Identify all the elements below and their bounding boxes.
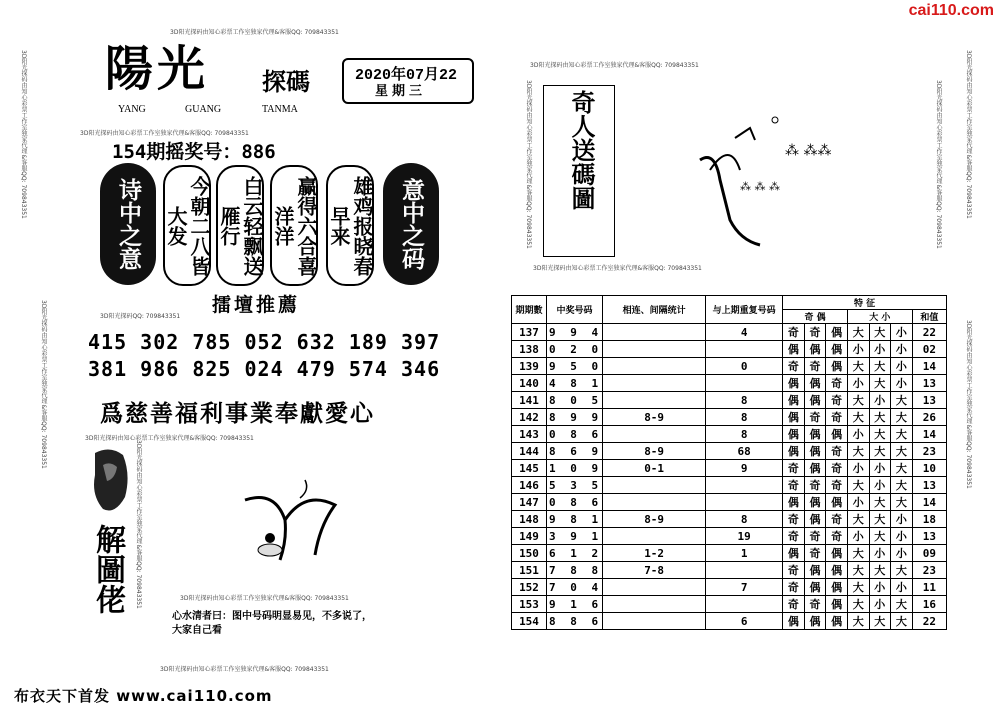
cell-size-2: 大: [869, 358, 891, 375]
cell-odd-3: 偶: [826, 358, 848, 375]
hint-line-2: 大家自己看: [172, 625, 222, 636]
cell-sum: 16: [912, 596, 946, 613]
cell-number: 8 6 9: [547, 443, 603, 460]
cell-period: 141: [512, 392, 547, 409]
cell-number: 4 8 1: [547, 375, 603, 392]
cell-size-1: 大: [847, 562, 869, 579]
table-row: [512, 324, 947, 341]
cell-repeat: [706, 375, 783, 392]
table-row: [512, 392, 947, 409]
poem-line-3: [270, 165, 318, 286]
cell-size-2: 小: [869, 545, 891, 562]
cell-odd-3: 奇: [826, 528, 848, 545]
cell-size-1: 大: [847, 409, 869, 426]
cell-odd-1: 奇: [783, 477, 805, 494]
poem-side-right-text: 意中之码: [398, 178, 425, 270]
table-row: [512, 511, 947, 528]
cell-odd-1: 偶: [783, 494, 805, 511]
cell-number: 5 3 5: [547, 477, 603, 494]
cell-period: 139: [512, 358, 547, 375]
cell-odd-2: 奇: [804, 358, 826, 375]
cell-sum: 26: [912, 409, 946, 426]
cell-odd-3: 奇: [826, 511, 848, 528]
cell-odd-2: 偶: [804, 460, 826, 477]
cell-size-2: 大: [869, 562, 891, 579]
cell-stats: [603, 358, 706, 375]
cell-size-2: 大: [869, 494, 891, 511]
cell-period: 151: [512, 562, 547, 579]
cell-period: 148: [512, 511, 547, 528]
cell-size-3: 大: [891, 460, 913, 477]
cell-odd-1: 奇: [783, 358, 805, 375]
cell-period: 152: [512, 579, 547, 596]
side-banner-left: 3D阳光探码由知心彩票工作室独家代理&客服QQ: 709843351: [20, 50, 27, 219]
cell-odd-3: 偶: [826, 579, 848, 596]
history-table: [511, 295, 947, 630]
cell-size-2: 小: [869, 460, 891, 477]
sketch-illustration: [225, 470, 345, 570]
cell-odd-2: 偶: [804, 579, 826, 596]
header-bigsmall: 大 小: [847, 310, 912, 324]
cell-period: 153: [512, 596, 547, 613]
cell-odd-3: 偶: [826, 545, 848, 562]
table-row: [512, 358, 947, 375]
logo-pinyin-2: GUANG: [185, 104, 222, 115]
poem-line-1: [163, 165, 211, 286]
qiren-title: 奇人送碼圖: [567, 90, 596, 210]
cell-repeat: 8: [706, 392, 783, 409]
cell-stats: 8-9: [603, 511, 706, 528]
cell-repeat: 1: [706, 545, 783, 562]
cell-size-3: 小: [891, 324, 913, 341]
cell-stats: 1-2: [603, 545, 706, 562]
cell-stats: [603, 613, 706, 630]
header-feature: 特 征: [783, 296, 947, 310]
cell-size-3: 小: [891, 579, 913, 596]
cell-size-2: 小: [869, 341, 891, 358]
cell-odd-1: 奇: [783, 596, 805, 613]
cell-stats: [603, 528, 706, 545]
cell-odd-2: 奇: [804, 409, 826, 426]
table-row: [512, 460, 947, 477]
cell-repeat: 6: [706, 613, 783, 630]
cell-repeat: 68: [706, 443, 783, 460]
cell-period: 150: [512, 545, 547, 562]
header-oddeven: 奇 偶: [783, 310, 848, 324]
header-sum: 和值: [912, 310, 946, 324]
cell-number: 7 0 4: [547, 579, 603, 596]
cell-number: 0 8 6: [547, 426, 603, 443]
recommend-numbers-row2: 381 986 825 024 479 574 346: [88, 357, 441, 381]
cell-size-1: 小: [847, 375, 869, 392]
cell-odd-1: 偶: [783, 545, 805, 562]
poem-side-left: [100, 163, 156, 285]
footer-text: 布衣天下首发 www.cai110.com: [14, 687, 273, 705]
poem-line-2: [216, 165, 264, 286]
table-row: [512, 426, 947, 443]
cell-odd-3: 偶: [826, 596, 848, 613]
cell-size-1: 大: [847, 511, 869, 528]
cell-odd-1: 偶: [783, 443, 805, 460]
cell-size-3: 小: [891, 545, 913, 562]
cell-size-1: 小: [847, 426, 869, 443]
cell-number: 0 2 0: [547, 341, 603, 358]
cell-number: 0 8 6: [547, 494, 603, 511]
header-repeat: 与上期重复号码: [706, 296, 783, 324]
cell-number: 8 0 5: [547, 392, 603, 409]
side-banner-qiren: 3D阳光探码由知心彩票工作室独家代理&客服QQ: 709843351: [525, 80, 532, 249]
cell-size-2: 大: [869, 324, 891, 341]
cell-odd-2: 偶: [804, 511, 826, 528]
cell-stats: [603, 477, 706, 494]
cell-odd-3: 偶: [826, 341, 848, 358]
cell-stats: [603, 579, 706, 596]
cell-size-1: 大: [847, 613, 869, 630]
cell-sum: 22: [912, 613, 946, 630]
cell-sum: 13: [912, 375, 946, 392]
cell-number: 9 5 0: [547, 358, 603, 375]
cell-repeat: [706, 477, 783, 494]
cell-stats: 7-8: [603, 562, 706, 579]
cell-period: 140: [512, 375, 547, 392]
cell-period: 147: [512, 494, 547, 511]
cell-size-3: 大: [891, 443, 913, 460]
cell-period: 145: [512, 460, 547, 477]
cell-odd-1: 偶: [783, 375, 805, 392]
poem-side-left-text: 诗中之意: [115, 178, 142, 270]
cell-odd-3: 偶: [826, 613, 848, 630]
cell-period: 149: [512, 528, 547, 545]
cell-size-3: 大: [891, 409, 913, 426]
table-row: [512, 375, 947, 392]
cell-odd-3: 偶: [826, 494, 848, 511]
cell-number: 9 9 4: [547, 324, 603, 341]
table-row: [512, 545, 947, 562]
cell-size-3: 大: [891, 494, 913, 511]
cell-size-2: 小: [869, 392, 891, 409]
cell-odd-2: 偶: [804, 613, 826, 630]
cell-period: 142: [512, 409, 547, 426]
banner-jietu-bottom: 3D阳光探码由知心彩票工作室独家代理&客服QQ: 709843351: [180, 595, 349, 602]
cell-size-3: 大: [891, 613, 913, 630]
cell-sum: 18: [912, 511, 946, 528]
cell-size-1: 大: [847, 545, 869, 562]
banner-tuijian: 3D阳光探码QQ: 709843351: [100, 313, 181, 320]
table-row: [512, 341, 947, 358]
cell-odd-3: 奇: [826, 409, 848, 426]
cell-period: 137: [512, 324, 547, 341]
banner-right-top: 3D阳光探码由知心彩票工作室独家代理&客服QQ: 709843351: [530, 62, 699, 69]
recommend-numbers-row1: 415 302 785 052 632 189 397: [88, 330, 441, 354]
cell-stats: [603, 494, 706, 511]
header-stats: 相连、间隔统计: [603, 296, 706, 324]
cell-size-2: 大: [869, 426, 891, 443]
logo-subtitle: 探碼: [262, 67, 310, 96]
cell-repeat: 19: [706, 528, 783, 545]
table-row: [512, 494, 947, 511]
cell-odd-3: 偶: [826, 426, 848, 443]
cell-size-1: 小: [847, 528, 869, 545]
side-banner-right-lower: 3D阳光探码由知心彩票工作室独家代理&客服QQ: 709843351: [965, 320, 972, 489]
cell-repeat: [706, 596, 783, 613]
cell-size-1: 大: [847, 443, 869, 460]
table-row: [512, 477, 947, 494]
banner-logo: 3D阳光探码由知心彩票工作室独家代理&客服QQ: 709843351: [80, 130, 249, 137]
cell-number: 9 8 1: [547, 511, 603, 528]
banner-top: 3D阳光探码由知心彩票工作室独家代理&客服QQ: 709843351: [170, 29, 339, 36]
side-banner-jietu: 3D阳光探码由知心彩票工作室独家代理&客服QQ: 709843351: [135, 440, 142, 609]
cell-odd-3: 奇: [826, 375, 848, 392]
logo-pinyin-1: YANG: [118, 104, 146, 115]
cell-period: 138: [512, 341, 547, 358]
cell-number: 7 8 8: [547, 562, 603, 579]
cell-size-2: 小: [869, 477, 891, 494]
cell-size-2: 大: [869, 375, 891, 392]
cell-size-3: 大: [891, 596, 913, 613]
cell-sum: 10: [912, 460, 946, 477]
old-man-illustration: [85, 445, 135, 520]
cell-size-1: 小: [847, 341, 869, 358]
cell-size-2: 大: [869, 528, 891, 545]
cell-size-3: 小: [891, 528, 913, 545]
cell-number: 9 1 6: [547, 596, 603, 613]
cell-odd-2: 偶: [804, 392, 826, 409]
cell-repeat: [706, 562, 783, 579]
cell-stats: [603, 596, 706, 613]
cell-repeat: 8: [706, 426, 783, 443]
header-number: 中奖号码: [547, 296, 603, 324]
hint-text: [172, 610, 372, 638]
cell-odd-2: 偶: [804, 443, 826, 460]
cell-repeat: [706, 341, 783, 358]
cell-sum: 13: [912, 392, 946, 409]
cell-size-1: 大: [847, 477, 869, 494]
cell-size-1: 大: [847, 358, 869, 375]
cell-odd-2: 奇: [804, 545, 826, 562]
cell-sum: 11: [912, 579, 946, 596]
cell-size-2: 大: [869, 443, 891, 460]
jietu-title: 解圖佬: [90, 524, 125, 614]
cell-period: 146: [512, 477, 547, 494]
cell-repeat: [706, 494, 783, 511]
cell-odd-3: 奇: [826, 443, 848, 460]
banner-jietu: 3D阳光探码由知心彩票工作室独家代理&客服QQ: 709843351: [85, 435, 254, 442]
table-row: [512, 596, 947, 613]
cell-period: 154: [512, 613, 547, 630]
cell-size-3: 小: [891, 375, 913, 392]
cell-size-3: 大: [891, 392, 913, 409]
cell-repeat: 0: [706, 358, 783, 375]
cell-odd-1: 偶: [783, 613, 805, 630]
cell-odd-3: 偶: [826, 562, 848, 579]
cell-odd-3: 偶: [826, 324, 848, 341]
cell-odd-2: 偶: [804, 494, 826, 511]
cell-stats: [603, 392, 706, 409]
logo-pinyin-3: TANMA: [262, 104, 298, 115]
logo-title: 陽光: [105, 41, 210, 97]
cell-odd-1: 奇: [783, 511, 805, 528]
cell-sum: 14: [912, 494, 946, 511]
cell-size-3: 小: [891, 511, 913, 528]
cell-size-2: 小: [869, 579, 891, 596]
cell-odd-1: 奇: [783, 579, 805, 596]
cell-stats: [603, 375, 706, 392]
section-title-recommend: 擂壇推薦: [212, 294, 301, 316]
table-row: [512, 562, 947, 579]
cell-size-2: 小: [869, 596, 891, 613]
cell-odd-2: 奇: [804, 324, 826, 341]
cell-odd-2: 奇: [804, 596, 826, 613]
cell-odd-1: 奇: [783, 528, 805, 545]
cell-stats: 8-9: [603, 443, 706, 460]
poem-side-right: [383, 163, 439, 285]
cell-number: 8 8 6: [547, 613, 603, 630]
cell-stats: [603, 426, 706, 443]
table-row: [512, 409, 947, 426]
cell-sum: 02: [912, 341, 946, 358]
cell-size-3: 大: [891, 426, 913, 443]
table-row: [512, 528, 947, 545]
cell-odd-2: 偶: [804, 341, 826, 358]
issue-result: 154期摇奖号：886: [112, 141, 276, 163]
cell-size-2: 大: [869, 511, 891, 528]
cell-size-1: 大: [847, 596, 869, 613]
cell-sum: 22: [912, 324, 946, 341]
cell-sum: 13: [912, 528, 946, 545]
cell-odd-1: 偶: [783, 409, 805, 426]
cell-repeat: 8: [706, 511, 783, 528]
cell-odd-2: 奇: [804, 477, 826, 494]
cell-stats: [603, 324, 706, 341]
charity-slogan: 爲慈善福利事業奉獻愛心: [100, 400, 375, 427]
cell-odd-2: 奇: [804, 528, 826, 545]
svg-text:⁂ ⁂ ⁂: ⁂ ⁂ ⁂: [740, 180, 780, 193]
cell-odd-1: 偶: [783, 392, 805, 409]
cell-size-2: 大: [869, 613, 891, 630]
cell-size-1: 小: [847, 460, 869, 477]
cell-size-3: 小: [891, 358, 913, 375]
cell-sum: 14: [912, 426, 946, 443]
cell-number: 6 1 2: [547, 545, 603, 562]
cell-odd-1: 奇: [783, 324, 805, 341]
cell-sum: 23: [912, 562, 946, 579]
cell-number: 8 9 9: [547, 409, 603, 426]
cell-size-3: 大: [891, 562, 913, 579]
hint-line-1: 心水清者曰：图中号码明显易见，不多说了，: [172, 611, 372, 622]
table-row: [512, 579, 947, 596]
cell-period: 144: [512, 443, 547, 460]
cell-odd-3: 奇: [826, 460, 848, 477]
side-banner-right-inner: 3D阳光探码由知心彩票工作室独家代理&客服QQ: 709843351: [935, 80, 942, 249]
cell-sum: 14: [912, 358, 946, 375]
cell-size-1: 大: [847, 324, 869, 341]
cell-repeat: 4: [706, 324, 783, 341]
cell-odd-2: 偶: [804, 426, 826, 443]
cell-stats: 0-1: [603, 460, 706, 477]
side-banner-right: 3D阳光探码由知心彩票工作室独家代理&客服QQ: 709843351: [965, 50, 972, 219]
date-text: 2020年07月22: [355, 67, 458, 84]
table-row: [512, 613, 947, 630]
cell-odd-3: 奇: [826, 392, 848, 409]
cell-size-3: 小: [891, 341, 913, 358]
cell-odd-1: 奇: [783, 562, 805, 579]
site-url[interactable]: cai110.com: [908, 2, 994, 19]
poem-line-4-text: 雄鸡报晓春早来: [327, 175, 374, 276]
cell-size-3: 大: [891, 477, 913, 494]
cell-number: 3 9 1: [547, 528, 603, 545]
side-banner-left-lower: 3D阳光探码由知心彩票工作室独家代理&客服QQ: 709843351: [40, 300, 47, 469]
poem-line-3-text: 赢得六合喜洋洋: [271, 175, 318, 276]
cell-repeat: 8: [706, 409, 783, 426]
cell-odd-1: 奇: [783, 460, 805, 477]
cell-size-1: 大: [847, 392, 869, 409]
svg-text:⁂ ⁂⁂: ⁂ ⁂⁂: [785, 143, 832, 159]
banner-bottom: 3D阳光探码由知心彩票工作室独家代理&客服QQ: 709843351: [160, 666, 329, 673]
cell-stats: 8-9: [603, 409, 706, 426]
cell-odd-2: 偶: [804, 562, 826, 579]
cell-odd-1: 偶: [783, 341, 805, 358]
cell-size-2: 大: [869, 409, 891, 426]
cell-odd-2: 偶: [804, 375, 826, 392]
cell-repeat: 9: [706, 460, 783, 477]
poem-line-4: [326, 165, 374, 286]
poem-line-1-text: 今朝二八皆大发: [164, 175, 211, 276]
cell-size-1: 大: [847, 579, 869, 596]
cell-sum: 09: [912, 545, 946, 562]
cell-number: 1 0 9: [547, 460, 603, 477]
cell-sum: 13: [912, 477, 946, 494]
cell-odd-1: 偶: [783, 426, 805, 443]
poem-line-2-text: 白云轻飘送雁行: [217, 175, 264, 276]
cell-repeat: 7: [706, 579, 783, 596]
qiren-illustration: [680, 110, 860, 250]
weekday-text: 星期三: [375, 84, 427, 99]
cell-odd-3: 奇: [826, 477, 848, 494]
banner-right-mid: 3D阳光探码由知心彩票工作室独家代理&客服QQ: 709843351: [533, 265, 702, 272]
cell-period: 143: [512, 426, 547, 443]
header-period: 期期數: [512, 296, 547, 324]
cell-sum: 23: [912, 443, 946, 460]
cell-stats: [603, 341, 706, 358]
table-row: [512, 443, 947, 460]
cell-size-1: 小: [847, 494, 869, 511]
